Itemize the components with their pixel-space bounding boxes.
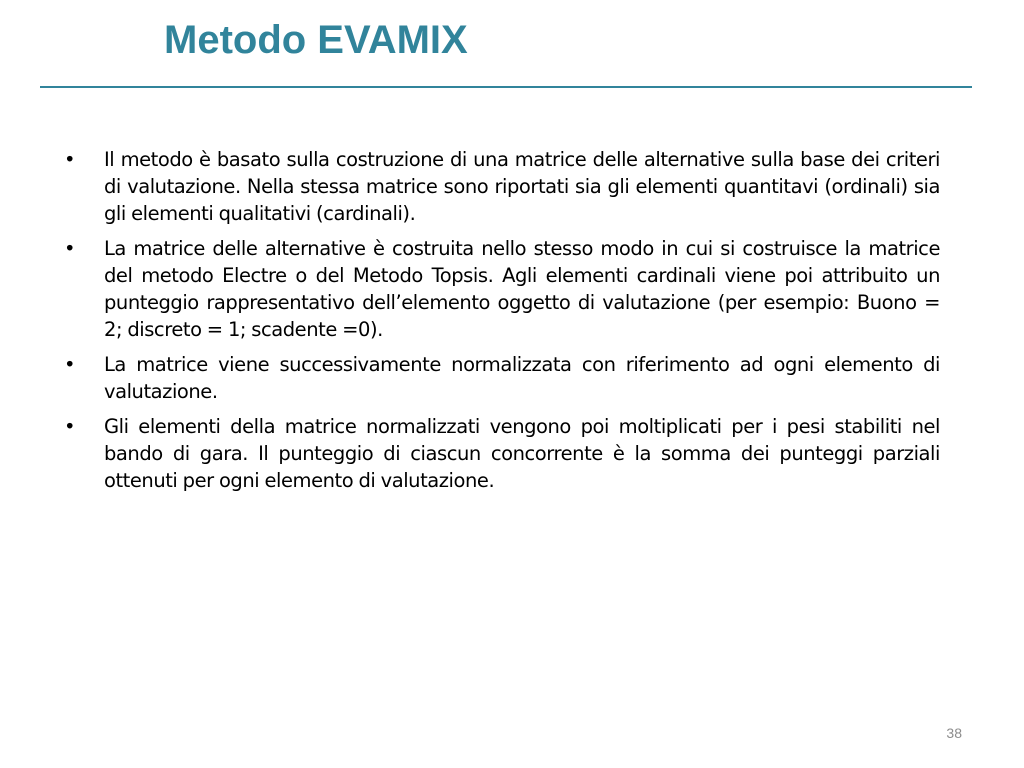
- bullet-list: [64, 146, 940, 502]
- bullet-point-icon: •: [64, 237, 76, 260]
- bullet-text: Il metodo è basato sulla costruzione di una matrice delle alternative sulla base dei criteri di valutazione. Nella stessa matrice sono riportati sia gli elementi quantitavi (ordinali) sia gli elementi qualitativi (cardinali).: [104, 148, 940, 225]
- bullet-text: Gli elementi della matrice normalizzati vengono poi moltiplicati per i pesi stabiliti nel bando di gara. Il punteggio di ciascun concorrente è la somma dei punteggi parziali ottenuti per ogni elemento di valutazione.: [104, 415, 940, 492]
- bullet-point-icon: •: [64, 353, 76, 376]
- bullet-text: La matrice viene successivamente normalizzata con riferimento ad ogni elemento di valutazione.: [104, 353, 940, 403]
- bullet-item: [64, 146, 940, 227]
- slide-title: Metodo EVAMIX: [164, 18, 468, 62]
- bullet-item: [64, 235, 940, 343]
- page-number: 38: [946, 725, 962, 741]
- bullet-point-icon: •: [64, 148, 76, 171]
- bullet-text: La matrice delle alternative è costruita nello stesso modo in cui si costruisce la matrice del metodo Electre o del Metodo Topsis. Agli elementi cardinali viene poi attribuito un punteggio rappresentativo dell’elemento oggetto di valutazione (per esempio: Buono = 2; discreto = 1; scadente =0).: [104, 237, 940, 341]
- bullet-point-icon: •: [64, 415, 76, 438]
- bullet-item: [64, 413, 940, 494]
- bullet-item: [64, 351, 940, 405]
- title-divider: [40, 86, 972, 88]
